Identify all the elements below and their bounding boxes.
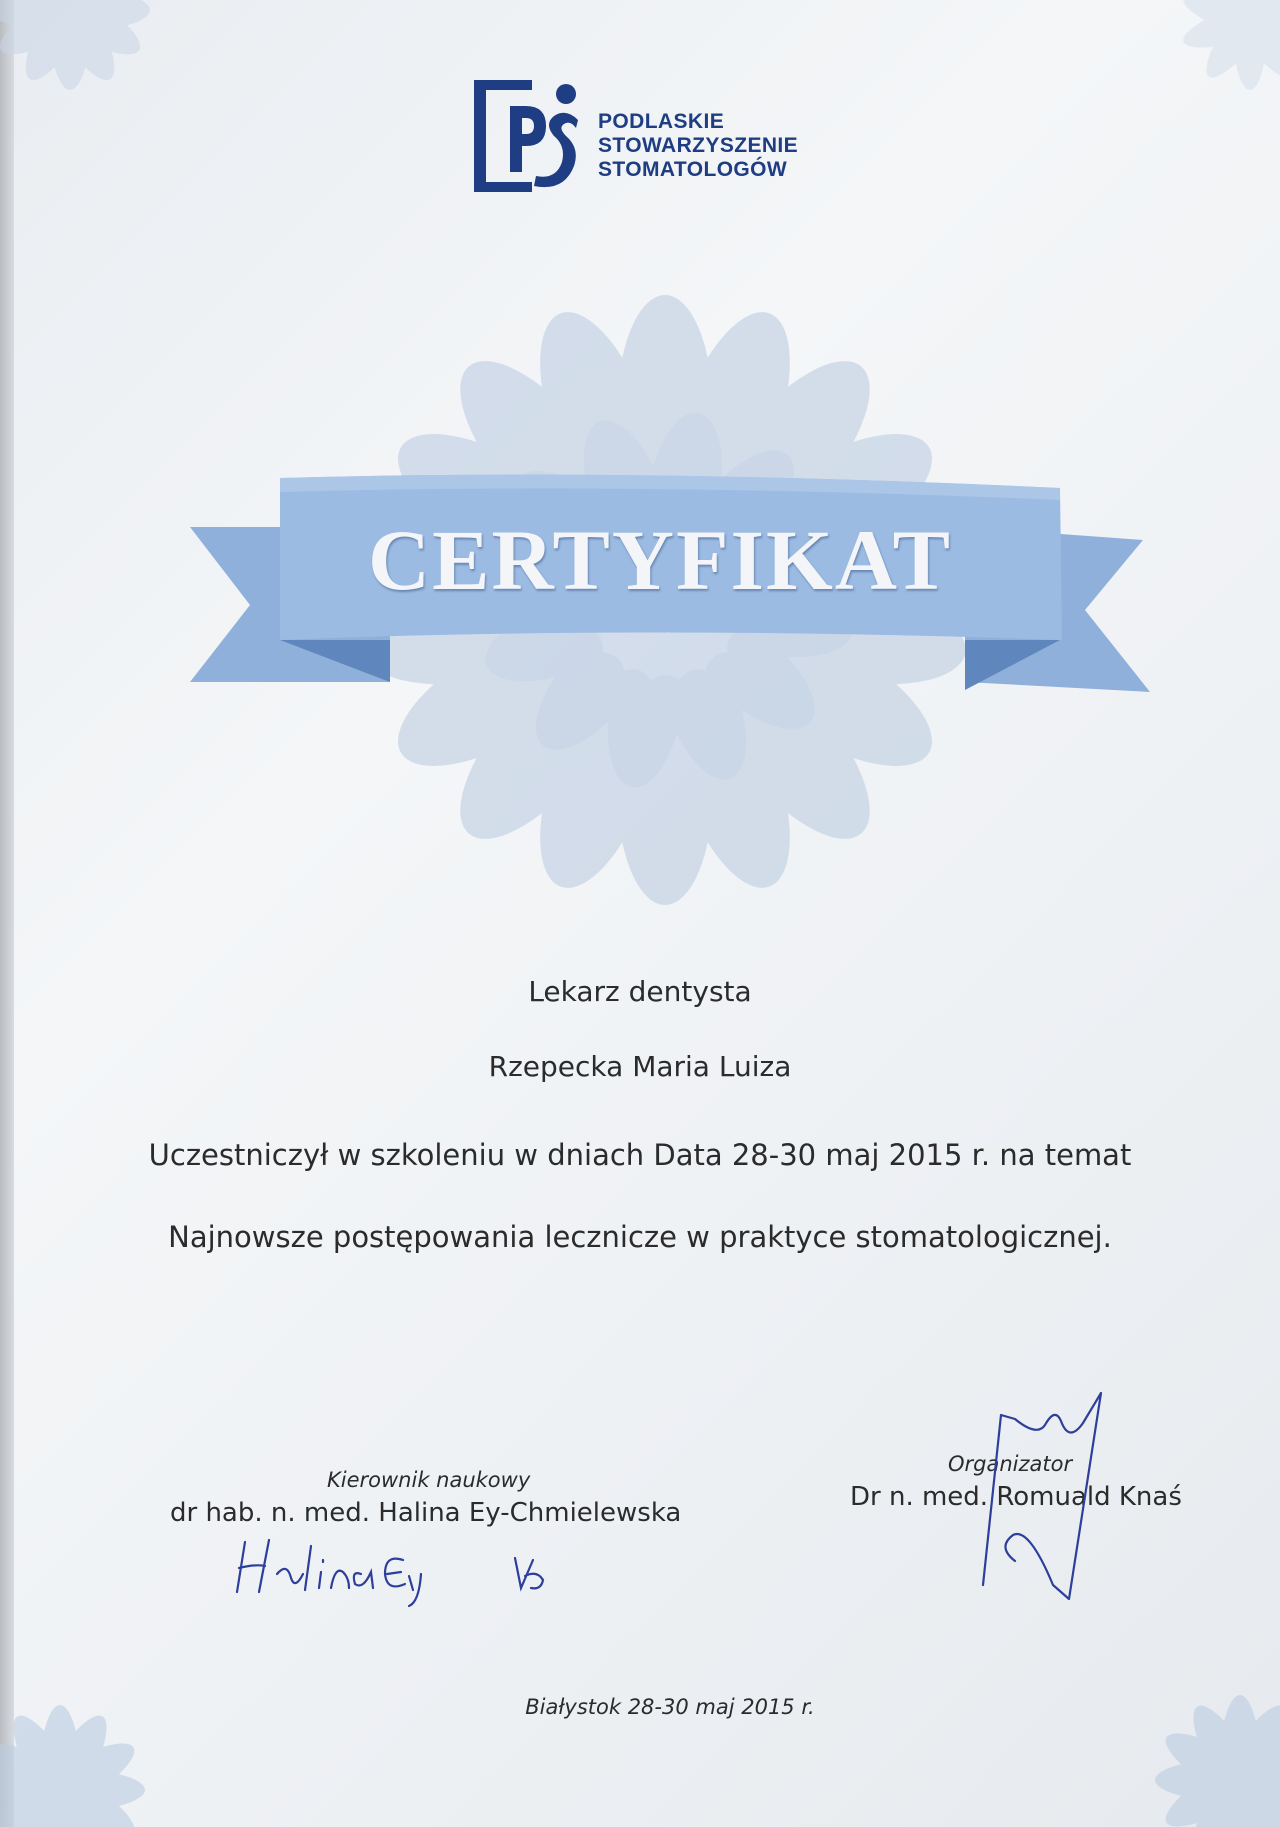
organizer-role: Organizator [948,1452,1073,1476]
scientific-lead-signature [225,1530,585,1610]
profession-label: Lekarz dentysta [528,975,752,1008]
participation-statement: Uczestniczył w szkoleniu w dniach Data 28-30 maj 2015 r. na temat [148,1138,1132,1172]
training-topic: Najnowsze postępowania lecznicze w praktyce stomatologicznej. [168,1220,1112,1254]
corner-flower-bottom-left [0,1650,200,1827]
organization-name-line2: STOWARZYSZENIE [598,134,799,157]
organization-name-line3: STOMATOLOGÓW [598,158,788,181]
organizer-name: Dr n. med. Romuald Knaś [850,1482,1182,1512]
scientific-lead-name: dr hab. n. med. Halina Ey-Chmielewska [170,1498,682,1528]
organizer-signature [975,1385,1145,1615]
scientific-lead-block [170,1468,710,1528]
corner-flower-bottom-right [1120,1640,1280,1827]
scientific-lead-role: Kierownik naukowy [327,1468,531,1492]
certificate-title: CERTYFIKAT [368,512,952,608]
recipient-name: Rzepecka Maria Luiza [488,1050,792,1083]
place-and-date: Białystok 28-30 maj 2015 r. [525,1695,815,1719]
organization-name-line1: PODLASKIE [598,110,725,133]
